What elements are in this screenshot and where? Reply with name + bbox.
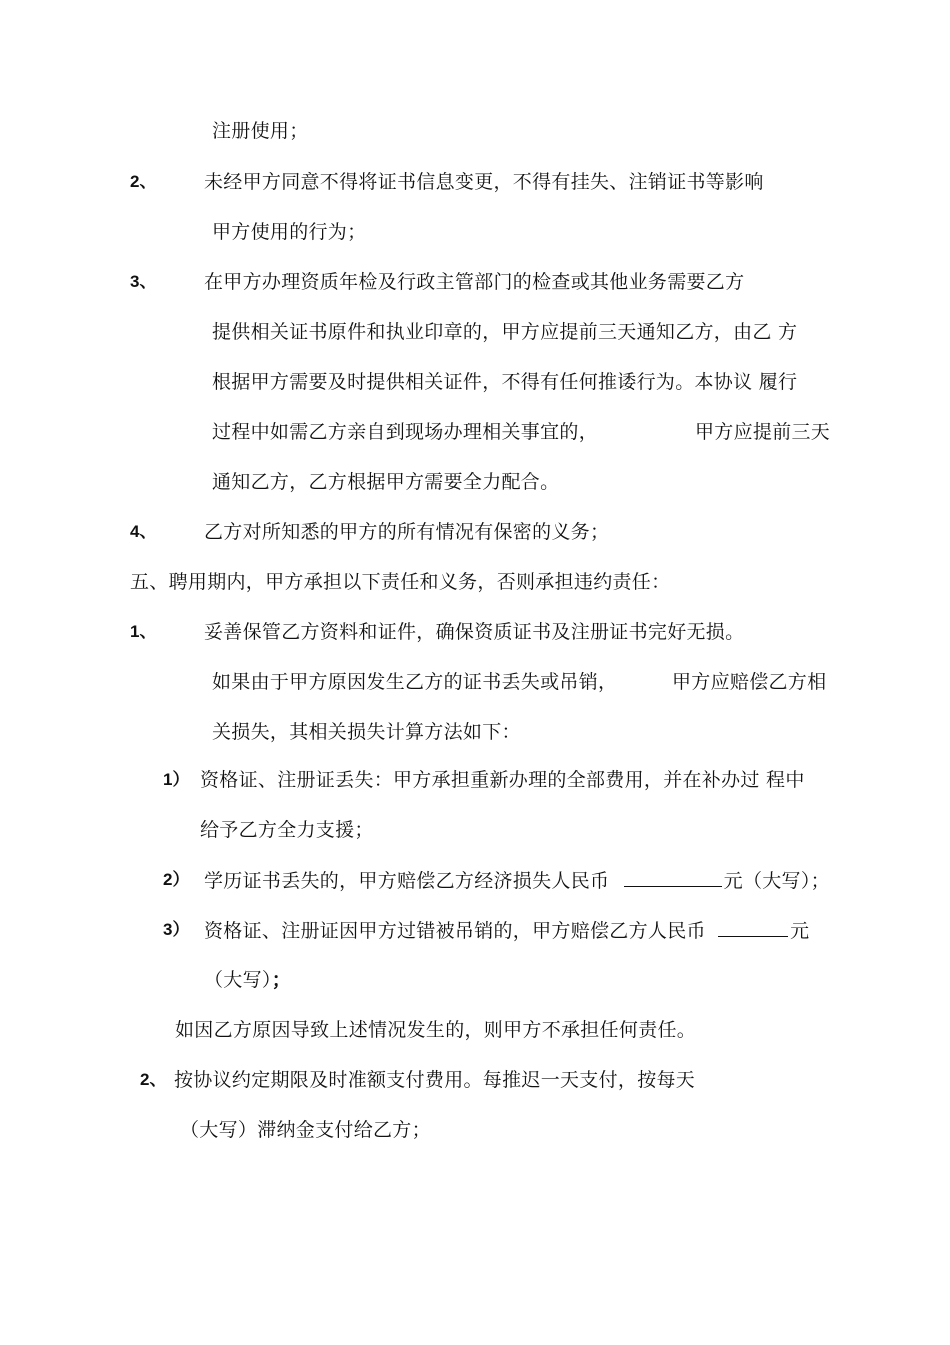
sub2-text: 学历证书丢失的，甲方赔偿乙方经济损失人民币 <box>204 870 610 892</box>
paragraph-line: 通知乙方，乙方根据甲方需要全力配合。 <box>212 471 560 493</box>
fill-in-blank[interactable] <box>718 918 788 937</box>
paragraph-line: 注册使用； <box>212 120 309 142</box>
paragraph-line: 如果由于甲方原因发生乙方的证书丢失或吊销， <box>212 671 618 693</box>
paragraph-line: 过程中如需乙方亲自到现场办理相关事宜的， <box>212 421 599 443</box>
paragraph-line: 甲方使用的行为； <box>212 221 367 243</box>
sub-item-number: 2） <box>163 870 190 889</box>
paragraph-line: 给予乙方全力支援； <box>200 819 374 841</box>
sub3-semicolon: ； <box>271 969 292 991</box>
paragraph-line: 未经甲方同意不得将证书信息变更，不得有挂失、注销证书等影响 <box>204 171 764 193</box>
paragraph-line: 资格证、注册证丢失：甲方承担重新办理的全部费用，并在补办过 程中 <box>200 769 805 791</box>
fill-in-blank[interactable] <box>624 868 722 887</box>
item-number: 4、 <box>130 522 157 541</box>
paragraph-line: 根据甲方需要及时提供相关证件，不得有任何推诿行为。本协议 履行 <box>212 371 798 393</box>
paragraph-line: 妥善保管乙方资料和证件，确保资质证书及注册证书完好无损。 <box>204 621 745 643</box>
sub3-text-2: （大写） <box>204 969 272 991</box>
paragraph-line <box>204 968 291 992</box>
item-number: 1、 <box>130 622 157 641</box>
paragraph-line: 甲方应赔偿乙方相 <box>672 671 827 693</box>
paragraph-line <box>204 918 809 943</box>
paragraph-line <box>204 868 830 893</box>
paragraph-line: 按协议约定期限及时准额支付费用。每推迟一天支付，按每天 <box>174 1069 696 1091</box>
sub-item-number: 3） <box>163 920 190 939</box>
item-number: 2、 <box>140 1070 167 1089</box>
paragraph-line: （大写）滞纳金支付给乙方； <box>180 1119 431 1141</box>
paragraph-line: 甲方应提前三天 <box>695 421 831 443</box>
paragraph-line: 关损失，其相关损失计算方法如下： <box>212 721 521 743</box>
sub2-text-end: 元（大写）； <box>723 870 830 892</box>
paragraph-line: 乙方对所知悉的甲方的所有情况有保密的义务； <box>204 521 610 543</box>
item-number: 2、 <box>130 172 157 191</box>
sub-item-number: 1） <box>163 770 190 789</box>
item-number: 3、 <box>130 272 157 291</box>
paragraph-line: 在甲方办理资质年检及行政主管部门的检查或其他业务需要乙方 <box>204 271 745 293</box>
sub3-text: 资格证、注册证因甲方过错被吊销的，甲方赔偿乙方人民币 <box>204 920 706 942</box>
paragraph-line: 如因乙方原因导致上述情况发生的，则甲方不承担任何责任。 <box>175 1019 697 1041</box>
paragraph-line: 提供相关证书原件和执业印章的，甲方应提前三天通知乙方，由乙 方 <box>212 321 798 343</box>
section-heading: 五、聘用期内，甲方承担以下责任和义务，否则承担违约责任： <box>130 571 671 593</box>
sub3-text-end: 元 <box>790 920 810 942</box>
